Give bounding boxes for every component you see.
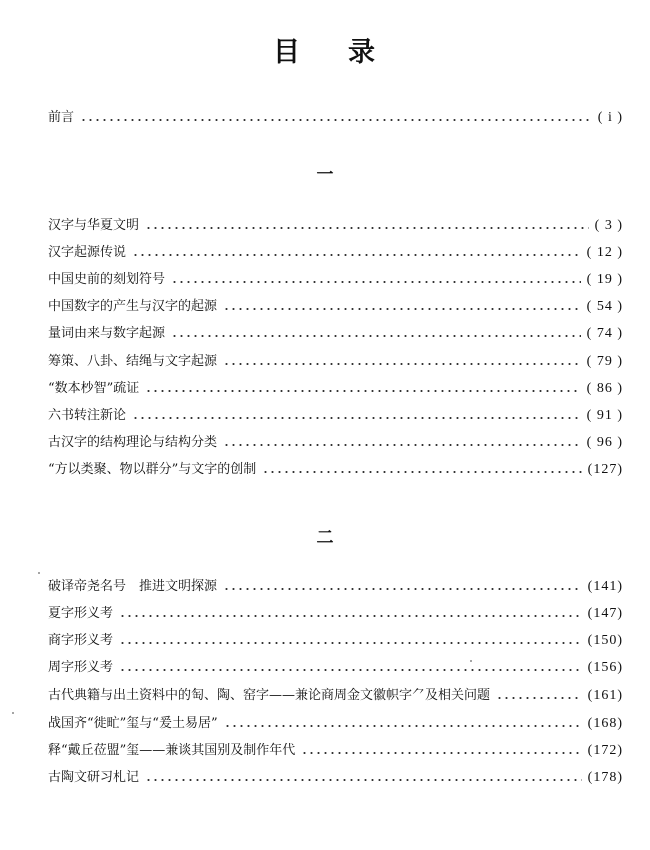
toc-entry[interactable] [48, 629, 623, 649]
toc-entry-page: (168) [587, 716, 623, 731]
toc-entry[interactable] [48, 241, 623, 261]
toc-entry[interactable] [48, 766, 623, 786]
toc-entry-page: (141) [587, 579, 623, 594]
toc-entry[interactable] [48, 602, 623, 622]
toc-entry-page: (147) [587, 606, 623, 621]
toc-entry-page: (161) [587, 688, 623, 703]
toc-entry[interactable] [48, 214, 623, 234]
toc-entry[interactable] [48, 350, 623, 370]
toc-entry-label: 六书转注新论 [48, 408, 127, 423]
dot-leader [119, 614, 582, 618]
section-heading-2: 二 [316, 528, 334, 548]
toc-entry-label: 汉字起源传说 [48, 245, 127, 260]
toc-entry[interactable] [48, 575, 623, 595]
dot-leader [223, 307, 581, 311]
toc-entry-page: ( 74 ) [586, 326, 623, 341]
toc-entry[interactable] [48, 431, 623, 451]
dot-leader [301, 751, 581, 755]
toc-entry-page: (127) [587, 462, 623, 477]
toc-entry-page: ( 91 ) [586, 408, 623, 423]
dot-leader [145, 778, 582, 782]
dot-leader [145, 226, 589, 230]
dot-leader [496, 696, 582, 700]
dot-leader [224, 724, 582, 728]
toc-entry[interactable] [48, 712, 623, 732]
toc-entry-label: 释“戴丘莅盟”玺——兼谈其国别及制作年代 [48, 743, 296, 758]
scan-speck [38, 572, 40, 574]
toc-entry[interactable] [48, 739, 623, 759]
dot-leader [262, 470, 581, 474]
toc-entry-page: (178) [587, 770, 623, 785]
toc-entry-page: ( i ) [597, 110, 623, 125]
dot-leader [223, 587, 582, 591]
toc-entry-label: 古代典籍与出土资料中的匋、陶、窑字——兼论商周金文徽帜字⺈及相关问题 [48, 688, 491, 703]
toc-entry[interactable] [48, 404, 623, 424]
dot-leader [119, 641, 582, 645]
toc-entry-label: 破译帝尧名号 推进文明探源 [48, 579, 218, 594]
toc-entry[interactable] [48, 268, 623, 288]
toc-entry-label: 古陶文研习札记 [48, 770, 140, 785]
toc-entry-label: 战国齐“徙甿”玺与“爰土易居” [48, 716, 218, 731]
toc-entry[interactable] [48, 295, 623, 315]
toc-entry-page: ( 12 ) [586, 245, 623, 260]
title-char-1: 目 [273, 37, 302, 68]
title-char-2: 录 [348, 37, 377, 68]
toc-entry-label: “数本杪智”疏证 [48, 381, 140, 396]
toc-entry[interactable] [48, 684, 623, 704]
dot-leader [119, 668, 582, 672]
scan-speck [12, 712, 14, 714]
toc-entry[interactable] [48, 458, 623, 478]
dot-leader [132, 253, 581, 257]
toc-entry-label: 商字形义考 [48, 633, 114, 648]
toc-entry-preface[interactable] [48, 106, 623, 126]
toc-entry-label: 夏字形义考 [48, 606, 114, 621]
toc-entry-page: ( 96 ) [586, 435, 623, 450]
dot-leader [171, 334, 581, 338]
toc-entry-label: 量词由来与数字起源 [48, 326, 166, 341]
toc-entry-label: 前言 [48, 110, 75, 125]
dot-leader [132, 416, 581, 420]
toc-entry-label: 周字形义考 [48, 660, 114, 675]
toc-entry[interactable] [48, 656, 623, 676]
toc-entry-label: “方以类聚、物以群分”与文字的创制 [48, 462, 257, 477]
dot-leader [223, 443, 581, 447]
dot-leader [145, 389, 580, 393]
page-title [0, 30, 650, 69]
toc-entry-page: ( 3 ) [594, 218, 623, 233]
toc-entry-page: (156) [587, 660, 623, 675]
toc-entry-page: (150) [587, 633, 623, 648]
toc-entry-page: (172) [587, 743, 623, 758]
toc-entry[interactable] [48, 322, 623, 342]
section-heading-1: 一 [316, 165, 334, 185]
toc-entry-label: 古汉字的结构理论与结构分类 [48, 435, 218, 450]
toc-entry-page: ( 54 ) [586, 299, 623, 314]
toc-entry-label: 中国史前的刻划符号 [48, 272, 166, 287]
toc-entry-label: 中国数字的产生与汉字的起源 [48, 299, 218, 314]
toc-entry[interactable] [48, 377, 623, 397]
toc-entry-page: ( 86 ) [586, 381, 623, 396]
toc-entry-label: 筹策、八卦、结绳与文字起源 [48, 354, 218, 369]
toc-entry-page: ( 19 ) [586, 272, 623, 287]
toc-entry-label: 汉字与华夏文明 [48, 218, 140, 233]
dot-leader [171, 280, 581, 284]
dot-leader [80, 118, 592, 122]
toc-entry-page: ( 79 ) [586, 354, 623, 369]
scan-speck [470, 660, 472, 662]
dot-leader [223, 362, 581, 366]
